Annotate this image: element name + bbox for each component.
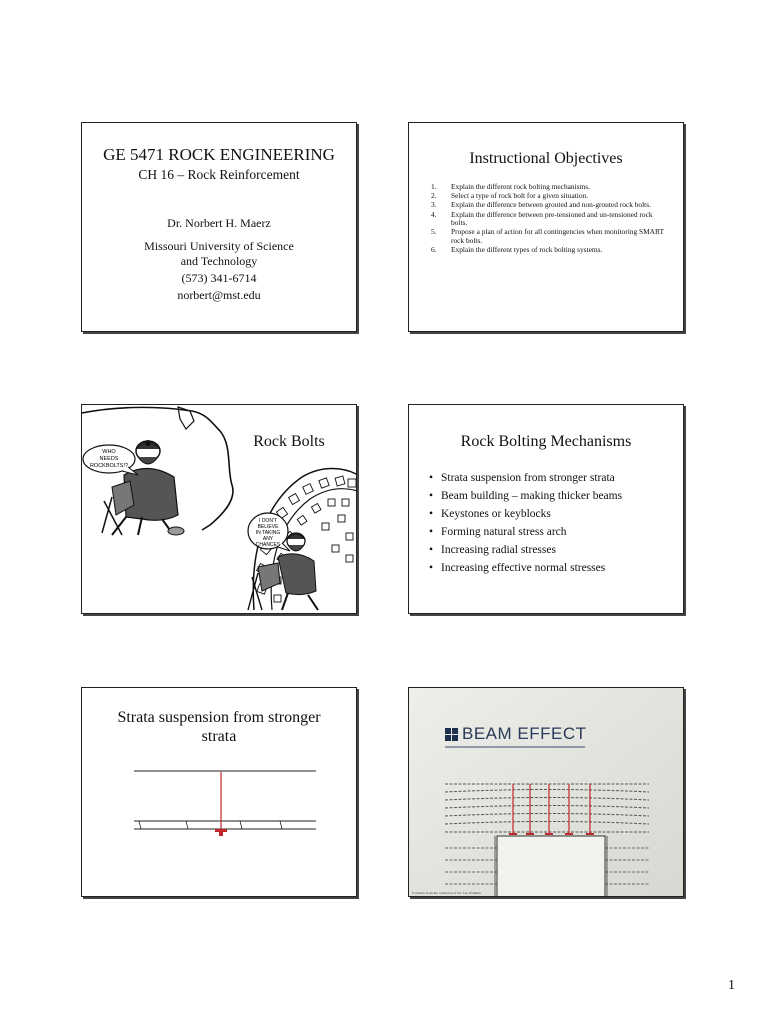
- slide-title: Rock Bolts: [253, 433, 325, 450]
- page-number: 1: [728, 978, 735, 993]
- photo-credit: Formerly from the collection of Dr. J.A. Franklin: [412, 891, 481, 895]
- list-item: 3. Explain the difference between grouted and non-grouted rock bolts.: [431, 200, 651, 210]
- bubble-text-2-line-1: I DON'T: [259, 518, 277, 524]
- author-name: Dr. Norbert H. Maerz: [167, 216, 271, 230]
- mechanisms-slide: [408, 404, 684, 614]
- bubble-text-2-line-3: IN TAKING: [255, 530, 281, 536]
- mechanisms-list: [429, 469, 673, 577]
- beam-effect-photo: [409, 688, 684, 897]
- bubble-text-1-line-1: WHO: [102, 449, 116, 455]
- list-item: • Increasing radial stresses: [429, 541, 673, 559]
- list-item: 2. Select a type of rock bolt for a given situation.: [431, 191, 589, 201]
- bolt-nut: [219, 832, 223, 836]
- objectives-slide: [408, 122, 684, 332]
- slide-title-line-2: strata: [201, 728, 237, 745]
- list-item: 1. Explain the different rock bolting mechanisms.: [431, 182, 591, 191]
- beam-effect-heading: [445, 724, 587, 744]
- email: norbert@mst.edu: [177, 288, 261, 302]
- course-title: GE 5471 ROCK ENGINEERING: [103, 145, 335, 164]
- list-item: 4. Explain the difference between pre-tensioned and un-tensioned rock bolts.: [431, 209, 653, 228]
- list-item: • Keystones or keyblocks: [429, 505, 673, 523]
- list-item: • Strata suspension from stronger strata: [429, 469, 673, 487]
- list-item: 5. Propose a plan of action for all contingencies when monitoring SMART rock bolts.: [431, 227, 664, 245]
- miner-cartoon-illustration: [82, 405, 357, 614]
- bubble-text-2-line-5: CHANCES: [255, 542, 281, 548]
- institution-line-1: Missouri University of Science: [144, 239, 294, 253]
- list-item: 6. Explain the different types of rock bolting systems.: [431, 245, 603, 255]
- list-item: • Forming natural stress arch: [429, 523, 673, 541]
- objectives-list: [423, 183, 669, 255]
- list-item: • Increasing effective normal stresses: [429, 559, 673, 577]
- bubble-text-2-line-4: ANY: [262, 536, 274, 542]
- institution-line-2: and Technology: [180, 254, 258, 268]
- rock-bolts-slide: [81, 404, 357, 614]
- list-item: • Beam building – making thicker beams: [429, 487, 673, 505]
- strata-suspension-slide: [81, 687, 357, 897]
- beam-effect-title: BEAM EFFECT: [462, 724, 587, 743]
- phone: (573) 341-6714: [181, 271, 257, 285]
- grid-logo-icon: [445, 728, 458, 741]
- slide-title: Rock Bolting Mechanisms: [460, 433, 632, 450]
- bubble-text-1-line-3: ROCKBOLTS!?: [89, 463, 129, 469]
- title-slide: [81, 122, 357, 332]
- beam-effect-slide: [408, 687, 684, 897]
- author-info: [82, 216, 356, 303]
- slide-title-line-1: Strata suspension from stronger: [117, 709, 321, 726]
- bolt-plate: [215, 829, 227, 832]
- strata-suspension-diagram: [82, 688, 357, 897]
- chapter-subtitle: CH 16 – Rock Reinforcement: [138, 167, 300, 182]
- bubble-text-2-line-2: BELIEVE: [257, 524, 279, 530]
- slide-title: Instructional Objectives: [469, 150, 623, 167]
- bubble-text-1-line-2: NEEDS: [99, 456, 119, 462]
